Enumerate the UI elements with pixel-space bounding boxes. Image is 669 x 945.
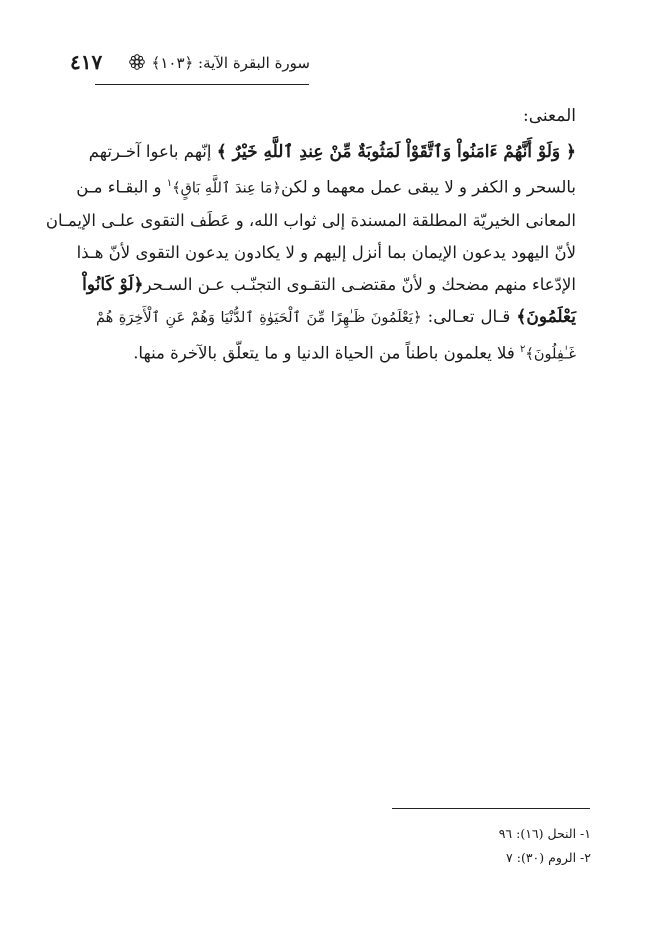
text-segment: الإدّعاء منهم مضحك و لأنّ مقتضـى التقـوى التجنّـب عـن السـحر bbox=[143, 274, 576, 294]
quran-verse: يَعْلَمُونَ﴾ bbox=[516, 306, 576, 327]
text-segment: إنّهم باعوا آخـرتهم bbox=[88, 142, 217, 161]
header-rule bbox=[95, 84, 309, 85]
text-segment: قـال تعـالى: bbox=[421, 306, 517, 326]
main-text bbox=[45, 100, 576, 370]
footnote: ٢- الروم (٣٠): ٧ bbox=[506, 850, 591, 865]
footnote-rule bbox=[392, 808, 590, 809]
page-number: ٤١٧ bbox=[70, 50, 103, 74]
quran-verse: ﴿يَعْلَمُونَ ظَـٰهِرًا مِّنَ ٱلْحَيَوٰةِ ٱلدُّنْيَا وَهُمْ عَنِ ٱلْأَخِرَةِ هُمْ bbox=[96, 309, 422, 326]
quran-verse: ﴿لَوْ كَانُواْ bbox=[82, 274, 144, 295]
text-line bbox=[88, 136, 576, 168]
footnote-marker: ١ bbox=[166, 178, 173, 189]
text-segment: لأنّ اليهود يدعون الإيمان بما أنزل إليهم و لا يكادون يدعون التقوى لأنّ هـذا bbox=[76, 242, 576, 262]
flower-ornament-icon bbox=[128, 53, 146, 71]
text-segment: بالسحر و الكفر و لا يبقى عمل معهما و لكن bbox=[280, 177, 576, 197]
text-line bbox=[45, 205, 576, 237]
quran-verse: ﴿ وَلَوْ أَنَّهُمْ ءَامَنُواْ وَٱتَّقَوْاْ لَمَثُوبَةٌ مِّنْ عِندِ ٱللَّهِ خَيْرٌ ﴾ bbox=[216, 142, 576, 162]
text-line bbox=[76, 237, 576, 269]
text-line bbox=[82, 269, 576, 301]
footnote: ١- النحل (١٦): ٩٦ bbox=[498, 826, 591, 841]
quran-verse: ﴿مَا عِندَ ٱللَّهِ بَاقٍ﴾ bbox=[172, 180, 281, 197]
text-segment: فلا يعلمون باطناً من الحياة الدنيا و ما يتعلّق بالآخرة منها. bbox=[133, 343, 521, 362]
footnotes bbox=[331, 822, 591, 870]
running-header-title: سورة البقرة الآية: ﴿١٠٣﴾ bbox=[151, 54, 310, 72]
text-segment: و البقـاء مـن bbox=[76, 177, 167, 197]
text-line bbox=[96, 334, 576, 371]
section-label: المعنى: bbox=[523, 106, 576, 126]
page-header bbox=[70, 50, 310, 80]
quran-verse: غَـٰفِلُونَ﴾ bbox=[525, 346, 576, 362]
text-line bbox=[96, 301, 576, 334]
text-line bbox=[76, 168, 576, 205]
footnote-marker: ٢ bbox=[520, 343, 526, 355]
text-segment: المعانى الخيريّة المطلقة المسندة إلى ثواب الله، و عَطَف التقوى علـى الإيمـان bbox=[45, 210, 576, 230]
